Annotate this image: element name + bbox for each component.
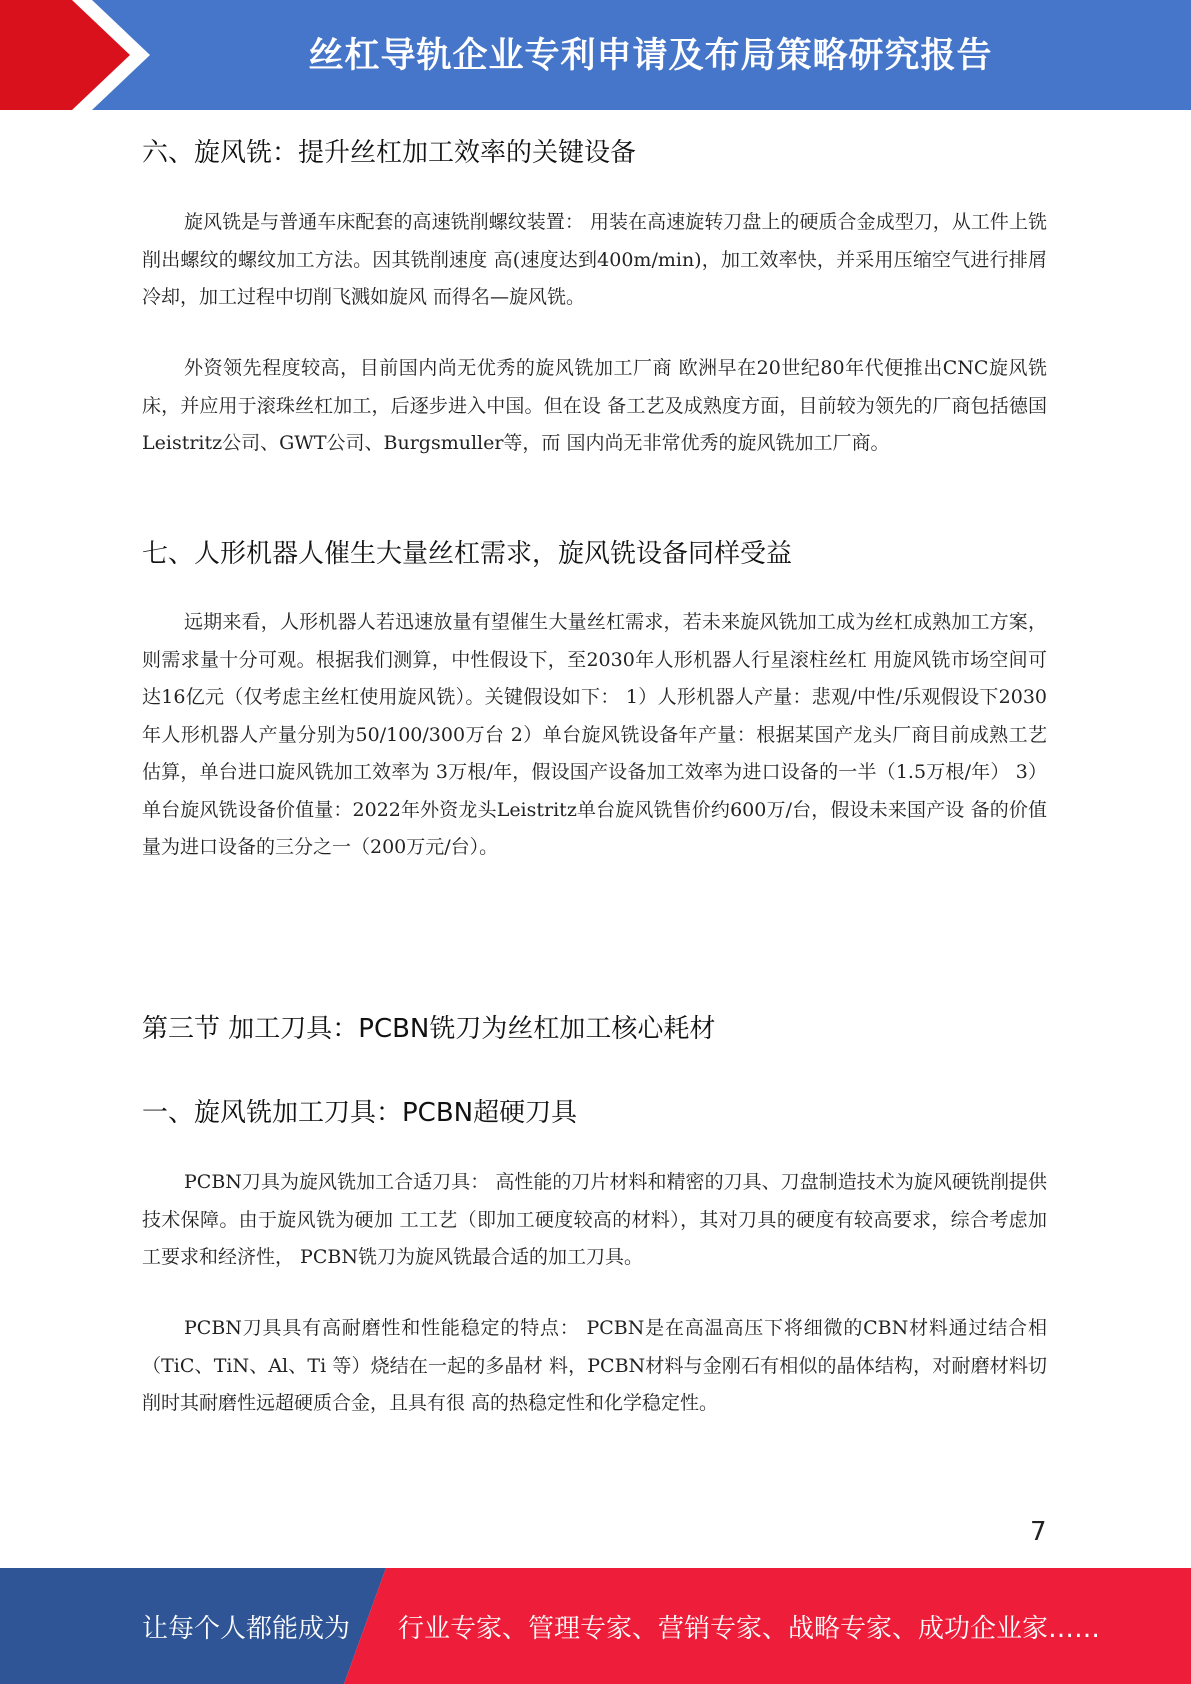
paragraph: PCBN刀具为旋风铣加工合适刀具： 高性能的刀片材料和精密的刀具、刀盘制造技术为旋风硬铣削提供技术保障。由于旋风铣为硬加 工工艺（即加工硬度较高的材料），其对刀具的硬度有较高要求，综合考虑加工要求和经济性， PCBN铣刀为旋风铣最合适的加工刀具。 xyxy=(142,1171,1047,1268)
page-footer xyxy=(0,1568,1191,1684)
paragraph: 外资领先程度较高，目前国内尚无优秀的旋风铣加工厂商 欧洲早在20世纪80年代便推出CNC旋风铣床，并应用于滚珠丝杠加工，后逐步进入中国。但在设 备工艺及成熟度方面，目前较为领先的厂商包括德国Leistritz公司、GWT公司、Burgsmuller等，而 国内尚无非常优秀的旋风铣加工厂商。 xyxy=(142,357,1047,454)
section-heading: 七、人形机器人催生大量丝杠需求，旋风铣设备同样受益 xyxy=(142,539,793,569)
paragraph: PCBN刀具具有高耐磨性和性能稳定的特点： PCBN是在高温高压下将细微的CBN材料通过结合相（TiC、TiN、Al、Ti 等）烧结在一起的多晶材 料，PCBN材料与金刚石有相似的晶体结构，对耐磨材料切削时其耐磨性远超硬质合金，且具有很 高的热稳定性和化学稳定性。 xyxy=(142,1317,1047,1414)
section-heading: 一、旋风铣加工刀具：PCBN超硬刀具 xyxy=(142,1098,578,1128)
section-heading: 六、旋风铣：提升丝杠加工效率的关键设备 xyxy=(142,138,637,168)
paragraph: 远期来看，人形机器人若迅速放量有望催生大量丝杠需求，若未来旋风铣加工成为丝杠成熟加工方案，则需求量十分可观。根据我们测算，中性假设下，至2030年人形机器人行星滚柱丝杠 用旋风铣市场空间可达16亿元（仅考虑主丝杠使用旋风铣）。关键假设如下： 1）人形机器人产量：悲观/中性/乐观假设下2030年人形机器人产量分别为50/100/300万台 2）单台旋风铣设备年产量：根据某国产龙头厂商目前成熟工艺估算，单台进口旋风铣加工效率为 3万根/年，假设国产设备加工效率为进口设备的一半（1.5万根/年） 3）单台旋风铣设备价值量：2022年外资龙头Leistritz单台旋风铣售价约600万/台，假设未来国产设 备的价值量为进口设备的三分之一（200万元/台）。 xyxy=(142,611,1047,858)
footer-slogan-left: 让每个人都能成为 xyxy=(142,1614,351,1644)
chapter-heading: 第三节 加工刀具：PCBN铣刀为丝杠加工核心耗材 xyxy=(142,1014,716,1044)
report-title: 丝杠导轨企业专利申请及布局策略研究报告 xyxy=(308,36,993,76)
page-header xyxy=(0,0,1191,110)
paragraph: 旋风铣是与普通车床配套的高速铣削螺纹装置： 用装在高速旋转刀盘上的硬质合金成型刀，从工件上铣削出螺纹的螺纹加工方法。因其铣削速度 高(速度达到400m/min)，加工效率快，并采用压缩空气进行排屑冷却，加工过程中切削飞溅如旋风 而得名—旋风铣。 xyxy=(142,211,1047,308)
footer-slogan-right: 行业专家、管理专家、营销专家、战略专家、成功企业家…… xyxy=(398,1614,1101,1644)
page-number: 7 xyxy=(1030,1517,1047,1547)
